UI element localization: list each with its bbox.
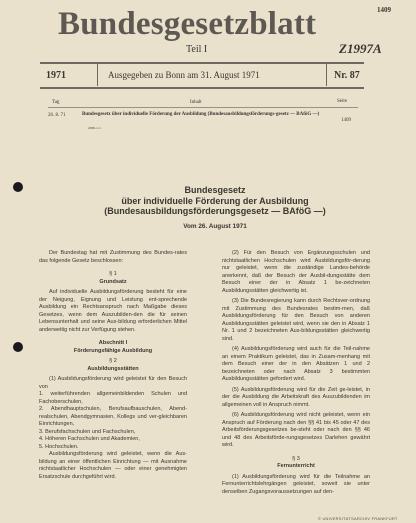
toc-entry-fna: 2030-1-1 — [88, 126, 101, 130]
punch-hole-top — [13, 182, 23, 192]
section-2-para-6: (6) Ausbildungsförderung wird nicht geleistet, wenn ein Anspruch auf Förderung nach den §§ 41 bis 45 oder 47 des Arbeitsförderungsgesetzes be-steht oder nach den §§ 46 und 48 des Arbeitsförde-rungsgesetzes Darlehen gewährt wird. — [222, 412, 370, 448]
section-2-para-1: (1) Ausbildungsförderung wird geleistet für den Besuch von — [39, 376, 187, 390]
toc-content-heading: Inhalt — [190, 100, 202, 105]
section-2-para-2: (2) Für den Besuch von Ergänzungsschulen und nichtstaatlichen Hochschulen wird Ausbildungsför-derung nur geleistet, wenn die zuständige Landes-behörde anerkennt, daß der Besuch der Ausbil-dungsstätte dem Besuch einer der in Absatz 1 be-zeichneten Ausbildungsstätten gleichwertig ist. — [222, 250, 370, 294]
law-title-2: über individuelle Förderung der Ausbildung — [121, 196, 309, 206]
law-title-3: (Bundesausbildungsförderungsgesetz — BAföG —) — [104, 206, 326, 216]
section-1-text: Auf individuelle Ausbildungsförderung besteht für eine der Neigung, Eignung und Leistung ent-sprechende Ausbildung ein Rechtsanspruch nach Maßgabe dieses Gesetzes, wenn dem Auszubilden-den die für seinen Lebensunterhalt und seine Aus-bildung erforderlichen Mittel anderweitig nicht zur Verfügung stehen. — [39, 289, 187, 333]
toc-page-heading: Seite — [337, 99, 347, 104]
part-1-number: Abschnitt I — [98, 340, 128, 346]
toc-entry-title: Bundesgesetz über individuelle Förderung der Ausbildung (Bundesausbildungsförderungs-gesetz — BAföG —) — [82, 112, 320, 117]
section-2-para-4: (4) Ausbildungsförderung wird auch für die Teil-nahme an einem Praktikum geleistet, das in Zusam-menhang mit dem Besuch einer der in den Absätzen 1 und 2 bezeichneten oder nach Absatz 3 bestimmten Ausbildungsstätten gefordert wird. — [222, 346, 370, 382]
law-title-1: Bundesgesetz — [184, 185, 246, 195]
header-rule-bottom — [40, 87, 364, 89]
section-2-para-5: (5) Ausbildungsförderung wird für die Zeit ge-leistet, in der die Ausbildung die Arbeitskraft des Auszubildenden im allgemeinen voll in Anspruch nimmt. — [222, 386, 370, 408]
issue-number: Nr. 87 — [334, 70, 360, 81]
section-2-title: Ausbildungsstätten — [87, 365, 139, 372]
section-2-item-1: 1. weiterführenden allgemeinbildenden Schulen und Fachoberschulen, — [39, 391, 187, 405]
intro-paragraph: Der Bundestag hat mit Zustimmung des Bundes-rates das folgende Gesetz beschlossen: — [39, 250, 187, 264]
issue-text: Ausgegeben zu Bonn am 31. August 1971 — [108, 70, 260, 80]
section-2-para-1-end: Ausbildungsförderung wird geleistet, wenn die Aus-bildung an einer öffentlichen Einrichtung — mit Ausnahme nichtstaatlicher Hochschulen — oder einer genehmigten Ersatzschule durchgeführt wird. — [39, 451, 187, 480]
part-1-title: Förderungsfähige Ausbildung — [73, 347, 153, 354]
section-2-item-4: 4. Höheren Fachschulen und Akademien, — [39, 436, 140, 442]
toc-entry-date: 26. 8. 71 — [48, 113, 66, 118]
section-3-title: Fernunterricht — [277, 463, 315, 469]
law-date: Vom 26. August 1971 — [183, 223, 247, 230]
section-2-number: § 2 — [109, 358, 117, 364]
postal-code: Z1997A — [339, 41, 382, 56]
issue-year: 1971 — [46, 70, 66, 81]
section-1-title: Grundsatz — [99, 278, 127, 285]
header-rule-top — [40, 62, 364, 64]
part-label: Teil I — [186, 44, 208, 55]
right-column — [222, 250, 370, 496]
toc-entry-page: 1409 — [341, 118, 351, 123]
toc-day-heading: Tag — [52, 100, 60, 105]
section-1-number: § 1 — [109, 271, 117, 277]
toc-rule — [48, 107, 358, 108]
issue-divider-right — [326, 64, 327, 86]
section-3-para-1: (1) Ausbildungsförderung wird für die Teilnahme an Fernunterrichtslehrgängen geleistet, soweit sie unter denselben Zugangsvoraussetzungen auf den- — [222, 473, 370, 495]
punch-hole-bottom — [13, 342, 23, 352]
masthead-title: Bundesgesetzblatt — [58, 6, 317, 42]
section-3-number: § 3 — [292, 455, 300, 462]
section-2-item-2: 2. Abendhauptschulen, Berufsaufbauschulen, Abend-realschulen, Abendgymnasien, Kollegs und ver-gleichbaren Einrichtungen, — [39, 406, 187, 427]
archive-stamp: © UNIVERSITÄTSARCHIV FRANKFURT — [318, 516, 398, 521]
issue-divider-left — [97, 64, 98, 86]
section-2-item-3: 3. Berufsfachschulen und Fachschulen, — [39, 428, 136, 435]
masthead-page-number: 1409 — [377, 6, 391, 14]
section-2-item-5: 5. Hochschulen. — [39, 443, 79, 450]
left-column — [39, 250, 187, 481]
section-2-para-3: (3) Die Bundesregierung kann durch Rechtsver-ordnung mit Zustimmung des Bundesrates bestim-men, daß Ausbildungsförderung für den Besuch von anderen Ausbildungsstätten geleistet wird, wenn sie den in Absatz 1 Nr. 1 und 2 bezeichneten Aus-bildungsstätten gleichwertig sind. — [222, 298, 370, 342]
